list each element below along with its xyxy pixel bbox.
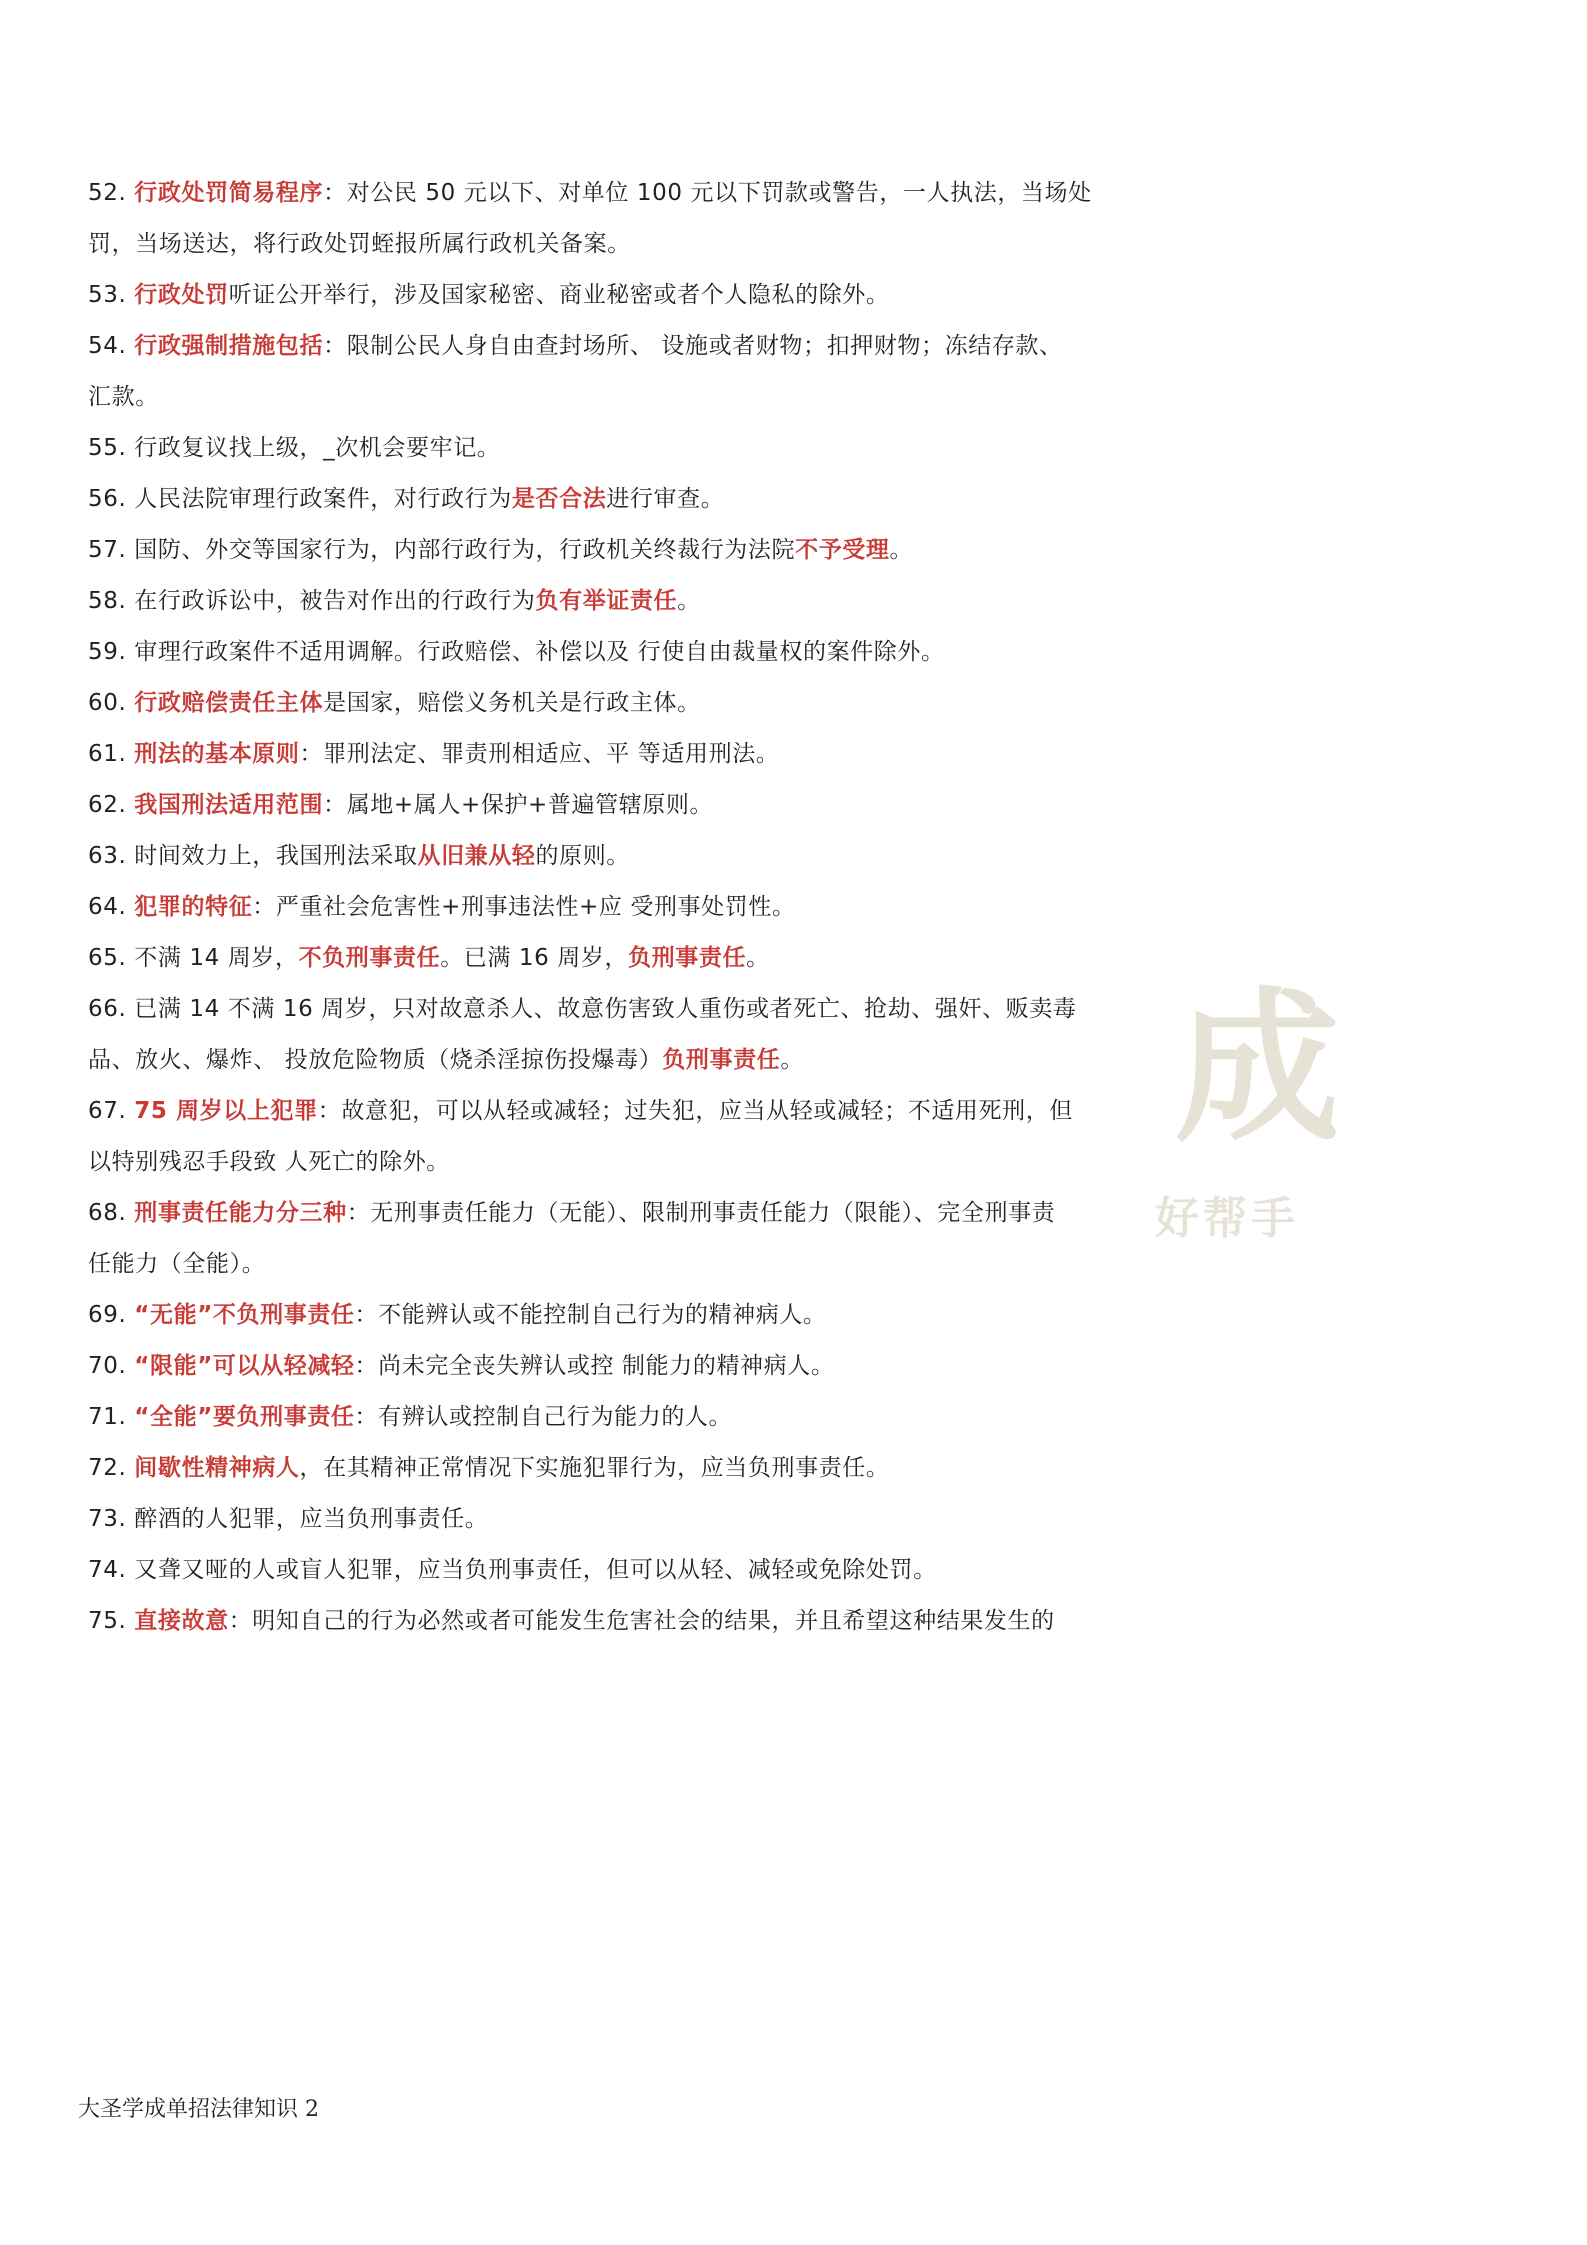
highlight-term: 75 周岁以上犯罪	[134, 1098, 318, 1124]
text-line	[88, 780, 1168, 831]
text-line	[88, 1035, 1168, 1086]
highlight-term: 负刑事责任	[662, 1047, 781, 1073]
text-line	[88, 729, 1168, 780]
highlight-term: 从旧兼从轻	[417, 843, 536, 869]
highlight-term: 行政处罚简易程序	[134, 180, 324, 206]
text-line	[88, 1596, 1168, 1647]
highlight-term: 行政处罚	[134, 282, 229, 308]
text-segment: ：明知自己的行为必然或者可能发生危害社会的结果，并且希望这种结果发生的	[228, 1608, 1055, 1634]
text-segment: ：属地+属人+保护+普遍管辖原则。	[323, 792, 714, 818]
watermark-subtext: 好帮手	[1155, 1193, 1299, 1244]
highlight-term: 不予受理	[795, 537, 890, 563]
text-segment: 68.	[88, 1200, 135, 1226]
text-segment: 是国家，赔偿义务机关是行政主体。	[323, 690, 701, 716]
page-footer: 大圣学成单招法律知识 2	[78, 2097, 319, 2122]
text-segment: ：限制公民人身自由查封场所、 设施或者财物；扣押财物；冻结存款、	[323, 333, 1063, 359]
text-segment: 59. 审理行政案件不适用调解。行政赔偿、补偿以及 行使自由裁量权的案件除外。	[88, 639, 945, 665]
document-body	[88, 168, 1168, 1647]
text-line	[88, 219, 1168, 270]
highlight-term: “无能”不负刑事责任	[134, 1302, 355, 1328]
text-segment: 64.	[88, 894, 135, 920]
text-segment: ：尚未完全丧失辨认或控 制能力的精神病人。	[354, 1353, 835, 1379]
text-segment: ：对公民 50 元以下、对单位 100 元以下罚款或警告，一人执法，当场处	[323, 180, 1092, 206]
highlight-term: 是否合法	[511, 486, 607, 512]
text-line	[88, 984, 1168, 1035]
text-segment: 58. 在行政诉讼中，被告对作出的行政行为	[88, 588, 536, 614]
text-segment: 66. 已满 14 不满 16 周岁，只对故意杀人、故意伤害致人重伤或者死亡、抢劫、强奸、贩卖毒	[88, 996, 1077, 1022]
text-segment: ，在其精神正常情况下实施犯罪行为，应当负刑事责任。	[299, 1455, 890, 1481]
text-segment: 任能力（全能）。	[88, 1251, 266, 1277]
highlight-term: 不负刑事责任	[298, 945, 441, 971]
text-line	[88, 933, 1168, 984]
text-line	[88, 831, 1168, 882]
highlight-term: 行政强制措施包括	[134, 333, 324, 359]
text-line	[88, 1341, 1168, 1392]
text-line	[88, 525, 1168, 576]
text-line	[88, 372, 1168, 423]
text-segment: 70.	[88, 1353, 135, 1379]
text-segment: 72.	[88, 1455, 135, 1481]
text-line	[88, 168, 1168, 219]
text-segment: 53.	[88, 282, 135, 308]
text-line	[88, 1290, 1168, 1341]
text-segment: 74. 又聋又哑的人或盲人犯罪，应当负刑事责任，但可以从轻、减轻或免除处罚。	[88, 1557, 937, 1583]
watermark	[1155, 970, 1385, 1245]
text-segment: ：故意犯，可以从轻或减轻；过失犯，应当从轻或减轻；不适用死刑，但	[317, 1098, 1073, 1124]
highlight-term: 行政赔偿责任主体	[134, 690, 324, 716]
watermark-char: 成	[1175, 970, 1340, 1164]
text-line	[88, 1086, 1168, 1137]
text-line	[88, 474, 1168, 525]
text-segment: ：无刑事责任能力（无能）、限制刑事责任能力（限能）、完全刑事责	[346, 1200, 1056, 1226]
text-line	[88, 576, 1168, 627]
text-segment: 73. 醉酒的人犯罪，应当负刑事责任。	[88, 1506, 489, 1532]
text-segment: 。	[677, 588, 701, 614]
highlight-term: 直接故意	[134, 1608, 229, 1634]
highlight-term: 犯罪的特征	[134, 894, 253, 920]
text-segment: 54.	[88, 333, 135, 359]
text-line	[88, 678, 1168, 729]
text-line	[88, 1443, 1168, 1494]
text-segment: 。已满 16 周岁，	[440, 945, 629, 971]
text-segment: 57. 国防、外交等国家行为，内部行政行为，行政机关终裁行为法院	[88, 537, 796, 563]
text-segment: 61.	[88, 741, 135, 767]
text-segment: 汇款。	[88, 384, 159, 410]
text-segment: 的原则。	[535, 843, 630, 869]
text-segment: 52.	[88, 180, 135, 206]
text-segment: ：严重社会危害性+刑事违法性+应 受刑事处罚性。	[252, 894, 796, 920]
text-line	[88, 882, 1168, 933]
text-segment: 71.	[88, 1404, 135, 1430]
text-line	[88, 1392, 1168, 1443]
highlight-term: 刑法的基本原则	[134, 741, 300, 767]
text-segment: 品、放火、爆炸、 投放危险物质（烧杀淫掠伤投爆毒）	[88, 1047, 663, 1073]
text-line	[88, 1494, 1168, 1545]
highlight-term: 间歇性精神病人	[134, 1455, 300, 1481]
text-segment: ：有辨认或控制自己行为能力的人。	[354, 1404, 733, 1430]
text-segment: 69.	[88, 1302, 135, 1328]
text-segment: 63. 时间效力上，我国刑法采取	[88, 843, 418, 869]
highlight-term: “限能”可以从轻减轻	[134, 1353, 355, 1379]
text-segment: 60.	[88, 690, 135, 716]
text-segment: ：罪刑法定、罪责刑相适应、平 等适用刑法。	[299, 741, 780, 767]
highlight-term: 负刑事责任	[628, 945, 747, 971]
text-segment: 56. 人民法院审理行政案件，对行政行为	[88, 486, 512, 512]
text-segment: ：不能辨认或不能控制自己行为的精神病人。	[354, 1302, 827, 1328]
highlight-term: 我国刑法适用范围	[134, 792, 324, 818]
text-segment: 。	[889, 537, 914, 563]
text-segment: 进行审查。	[606, 486, 725, 512]
highlight-term: 刑事责任能力分三种	[134, 1200, 347, 1226]
text-line	[88, 627, 1168, 678]
text-segment: 以特别残忍手段致 人死亡的除外。	[88, 1149, 450, 1175]
text-segment: 55. 行政复议找上级，_次机会要牢记。	[88, 435, 501, 461]
text-segment: 65. 不满 14 周岁，	[88, 945, 299, 971]
highlight-term: “全能”要负刑事责任	[134, 1404, 355, 1430]
text-line	[88, 270, 1168, 321]
text-line	[88, 1137, 1168, 1188]
text-segment: 听证公开举行，涉及国家秘密、商业秘密或者个人隐私的除外。	[228, 282, 890, 308]
text-line	[88, 1545, 1168, 1596]
text-line	[88, 423, 1168, 474]
text-segment: 。	[780, 1047, 804, 1073]
text-line	[88, 1188, 1168, 1239]
text-segment: 67.	[88, 1098, 135, 1124]
text-segment: 。	[746, 945, 770, 971]
text-segment: 罚，当场送达，将行政处罚蛭报所属行政机关备案。	[88, 231, 631, 257]
text-segment: 62.	[88, 792, 135, 818]
text-line	[88, 1239, 1168, 1290]
text-line	[88, 321, 1168, 372]
highlight-term: 负有举证责任	[535, 588, 678, 614]
text-segment: 75.	[88, 1608, 135, 1634]
